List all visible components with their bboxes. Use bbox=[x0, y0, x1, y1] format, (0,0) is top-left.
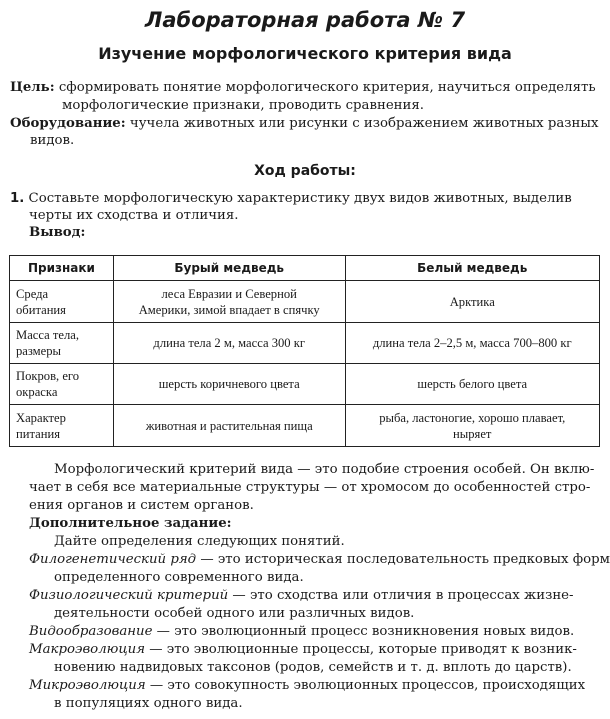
row-polar-bear: рыба, ластоногие, хорошо плавает, ныряет bbox=[345, 405, 600, 447]
conclusion-label: Вывод: bbox=[29, 225, 86, 240]
equipment-label: Оборудование: bbox=[10, 116, 126, 131]
row-brown-bear: животная и растительная пища bbox=[113, 405, 345, 447]
row-brown-bear: шерсть коричневого цвета bbox=[113, 364, 345, 405]
comparison-table bbox=[9, 255, 600, 447]
definition-line-1: Филогенетический ряд — это историческая последовательность предковых форм bbox=[29, 552, 610, 567]
table-row bbox=[10, 364, 600, 405]
extra-task-instruction: Дайте определения следующих понятий. bbox=[54, 534, 345, 549]
paragraph-line-1: Морфологический критерий вида — это подобие строения особей. Он вклю- bbox=[54, 462, 595, 477]
goal-line-1 bbox=[10, 78, 596, 97]
row-feature: Покров, его окраска bbox=[10, 364, 114, 405]
goal-text-2: морфологические признаки, проводить сравнения. bbox=[62, 98, 425, 113]
definition-line-1: Видообразование — это эволюционный процесс возникновения новых видов. bbox=[29, 624, 575, 639]
definition-term: Макроэволюция bbox=[29, 642, 146, 657]
definition-term: Физиологический критерий bbox=[29, 588, 229, 603]
definition-term: Микроэволюция bbox=[29, 678, 146, 693]
row-polar-bear: длина тела 2–2,5 м, масса 700–800 кг bbox=[345, 323, 600, 364]
table-row bbox=[10, 281, 600, 323]
goal-label: Цель: bbox=[10, 80, 55, 95]
equipment-text-1: чучела животных или рисунки с изображением животных разных bbox=[129, 116, 599, 131]
definition-term: Видообразование bbox=[29, 624, 153, 639]
task1-text-1: Составьте морфологическую характеристику двух видов животных, выделив bbox=[28, 191, 572, 206]
definition-line-2: новению надвидовых таксонов (родов, семейств и т. д. вплоть до царств). bbox=[54, 660, 572, 675]
definition-line-2: определенного современного вида. bbox=[54, 570, 304, 585]
definition-line-1: Микроэволюция — это совокупность эволюционных процессов, происходящих bbox=[29, 678, 586, 693]
row-brown-bear: длина тела 2 м, масса 300 кг bbox=[113, 323, 345, 364]
header-features: Признаки bbox=[10, 256, 114, 281]
definition-line-1: Макроэволюция — это эволюционные процессы, которые приводят к возник- bbox=[29, 642, 577, 657]
row-brown-bear: леса Евразии и Северной Америки, зимой впадает в спячку bbox=[113, 281, 345, 323]
goal-text-1: сформировать понятие морфологического критерия, научиться определять bbox=[58, 80, 596, 95]
header-brown-bear: Бурый медведь bbox=[113, 256, 345, 281]
row-feature: Характер питания bbox=[10, 405, 114, 447]
equipment-text-2: видов. bbox=[30, 133, 75, 148]
task1-number: 1. bbox=[10, 191, 25, 206]
table-header-row bbox=[10, 256, 600, 281]
paragraph-line-3: ения органов и систем органов. bbox=[29, 498, 254, 513]
task1-text-2: черты их сходства и отличия. bbox=[29, 208, 239, 223]
page-title: Лабораторная работа № 7 bbox=[144, 8, 466, 32]
equipment-line-1 bbox=[10, 114, 598, 133]
paragraph-line-2: чает в себя все материальные структуры — от хромосом до особенностей стро- bbox=[29, 480, 591, 495]
table-row bbox=[10, 323, 600, 364]
definition-line-2: в популяциях одного вида. bbox=[54, 696, 243, 711]
table-row bbox=[10, 405, 600, 447]
definition-term: Филогенетический ряд bbox=[29, 552, 197, 567]
header-polar-bear: Белый медведь bbox=[345, 256, 600, 281]
row-feature: Масса тела, размеры bbox=[10, 323, 114, 364]
page-subtitle: Изучение морфологического критерия вида bbox=[98, 44, 512, 63]
progress-heading: Ход работы: bbox=[254, 163, 356, 179]
row-feature: Среда обитания bbox=[10, 281, 114, 323]
row-polar-bear: Арктика bbox=[345, 281, 600, 323]
extra-task-label: Дополнительное задание: bbox=[29, 516, 232, 531]
definition-line-1: Физиологический критерий — это сходства или отличия в процессах жизне- bbox=[29, 588, 574, 603]
row-polar-bear: шерсть белого цвета bbox=[345, 364, 600, 405]
definition-line-2: деятельности особей одного или различных видов. bbox=[54, 606, 415, 621]
